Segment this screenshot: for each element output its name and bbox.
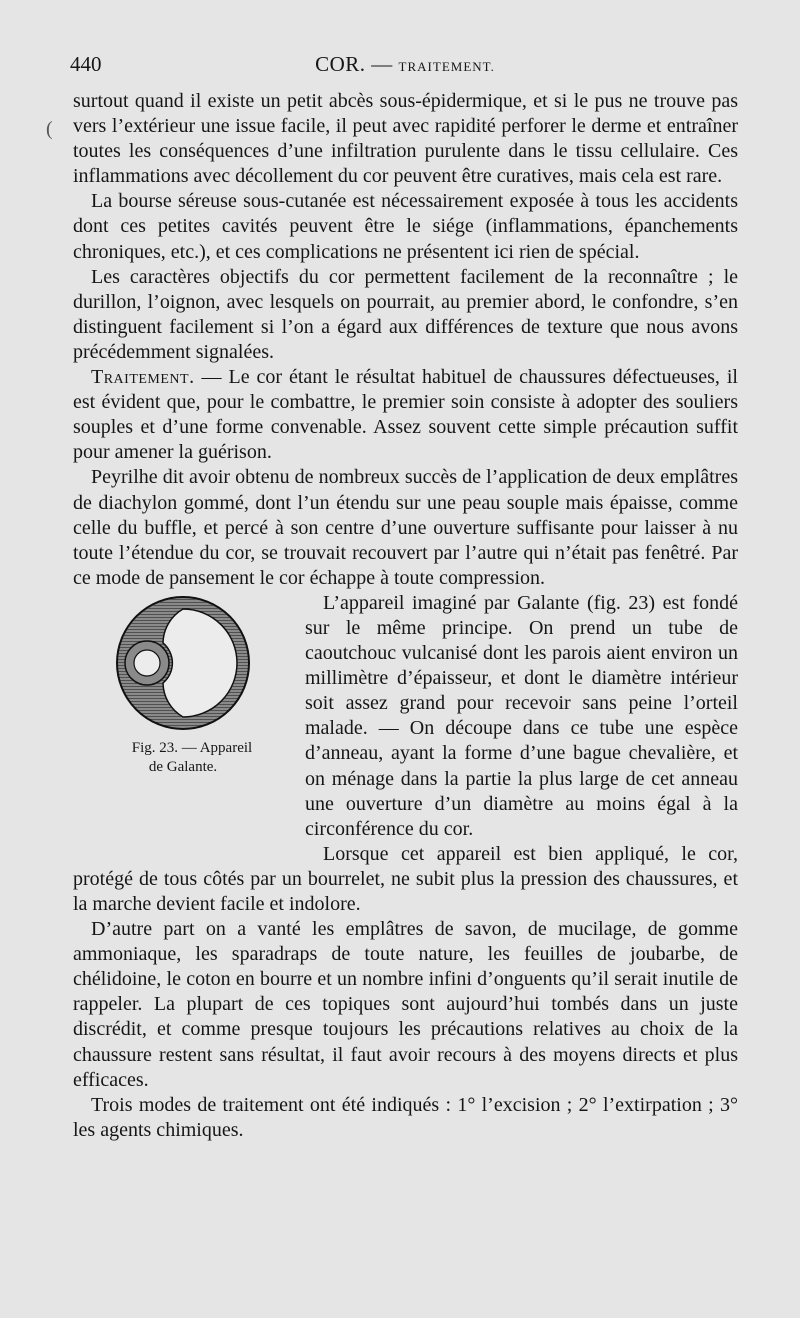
galante-ring-illustration [103, 593, 263, 733]
paragraph-7: D’autre part on a vanté les emplâtres de savon, de mucilage, de gomme ammoniaque, les sparadraps de toute nature, les feuilles de joubarbe, de chélidoine, le coton en bourre et un nombre infini d’onguents qu’il serait inutile de rappeler. La plupart de ces topiques sont aujourd’hui tombés dans un juste discrédit, et comme presque toujours les précautions relatives au choix de la chaussure restent sans résultat, il faut avoir recours à des moyens directs et plus efficaces. [73, 918, 738, 1091]
paragraph-3: Les caractères objectifs du cor permettent facilement de la reconnaître ; le durillon, l’oignon, avec lesquels on pourrait, au premier abord, le confondre, s’en distinguent facilement si l’on a égard aux différences de texture que nous avons précédemment signalées. [73, 265, 738, 363]
paragraph-2: La bourse séreuse sous-cutanée est nécessairement exposée à tous les accidents dont ces petites cavités peuvent être le siége (inflammations, épanchements chroniques, etc.), et ces complications ne présentent ici rien de spécial. [73, 190, 738, 263]
running-title [70, 52, 740, 77]
figure-caption [69, 739, 297, 777]
paragraph-5: Peyrilhe dit avoir obtenu de nombreux succès de l’application de deux emplâtres de diachylon gommé, dont l’un étendu sur une peau souple mais épaisse, comme celle du buffle, et percé à son centre d’une ouverture suffisante pour laisser à nu toute l’étendue du cor, se trouvait recouvert par l’autre qui n’était pas fenêtré. Par ce mode de pansement le cor échappe à toute compression. [73, 466, 738, 589]
paragraph-1: surtout quand il existe un petit abcès sous-épidermique, et si le pus ne trouve pas vers l’extérieur une issue facile, il peut avec rapidité perforer le derme et entraîner toutes les conséquences d’une infiltration purulente dans le tissu cellulaire. Ces inflammations avec décollement du cor peuvent être curatives, mais cela est rare. [73, 90, 738, 188]
figure-23 [69, 593, 297, 865]
running-title-main: COR. [315, 52, 366, 76]
figure-caption-line-1: Fig. 23. — Appareil [131, 739, 253, 756]
ring-opening-hole [134, 650, 160, 676]
running-title-sub: TRAITEMENT. [398, 59, 495, 74]
margin-mark: ( [46, 118, 53, 140]
section-heading: Traitement. [91, 366, 195, 389]
paragraph-4-text: — Le cor étant le résultat habituel de chaussures défectueuses, il est évident que, pour le combattre, le premier soin consiste à adopter des souliers souples et d’une forme convenable. Assez souvent cette simple précaution suffit pour amener la guérison. [73, 366, 738, 464]
paragraph-8: Trois modes de traitement ont été indiqués : 1° l’excision ; 2° l’extirpation ; 3° les agents chimiques. [73, 1093, 738, 1141]
running-title-dash: — [365, 52, 399, 76]
body-text [73, 89, 738, 1143]
paragraph-6b: Lorsque cet appareil est bien appliqué, le cor, protégé de tous côtés par un bourrelet, ne subit plus la pression des chaussures, et la marche devient facile et indolore. [73, 842, 738, 915]
figure-caption-line-2: de Galante. [148, 758, 218, 775]
page-number: 440 [70, 52, 102, 76]
paragraph-6 [73, 591, 738, 842]
paragraph-6a-text: L’appareil imaginé par Galante (fig. 23) est fondé sur le même principe. On prend un tube de caoutchouc vulcanisé dont les parois aient environ un millimètre d’épaisseur, et dont le diamètre intérieur soit assez grand pour recevoir sans peine l’orteil malade. — On découpe dans ce tube une espèce d’anneau, ayant la forme d’une bague chevalière, et on ménage dans la partie la plus large de cet anneau une ouverture d’un diamètre au moins égal à la circonférence du cor. [305, 591, 738, 840]
paragraph-4 [73, 365, 738, 465]
page-header [70, 52, 740, 82]
